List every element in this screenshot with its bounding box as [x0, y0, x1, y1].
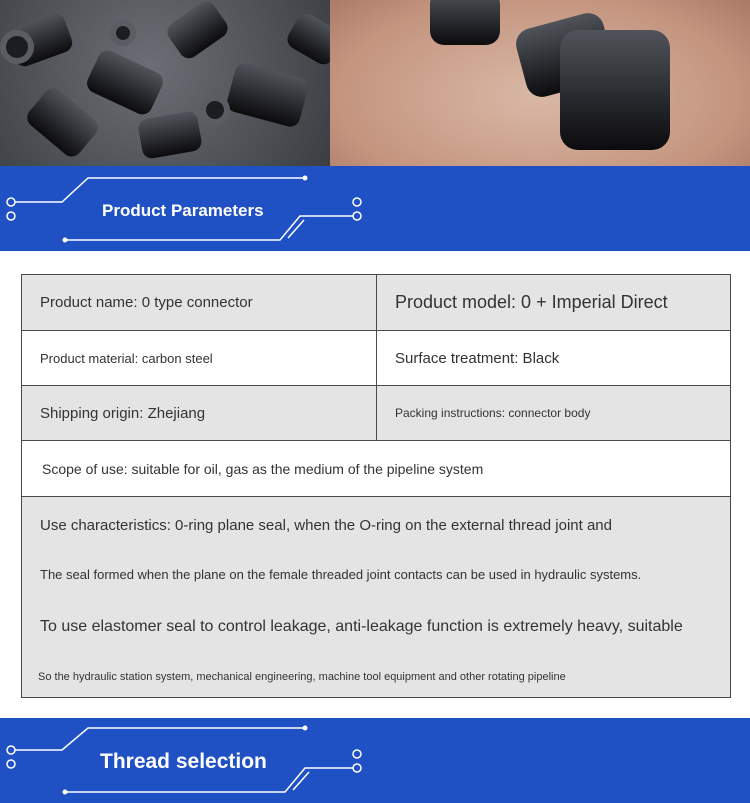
- characteristics-line: The seal formed when the plane on the female threaded joint contacts can be used in hydraulic systems.: [40, 567, 642, 582]
- product-material: Product material: carbon steel: [40, 350, 213, 366]
- table-row: [22, 330, 730, 385]
- product-photo: [0, 0, 750, 166]
- banner-title: Thread selection: [100, 750, 267, 773]
- characteristics-line: To use elastomer seal to control leakage, anti-leakage function is extremely heavy, suitable: [40, 618, 683, 635]
- table-row: [22, 440, 730, 496]
- packing-cell: [376, 386, 730, 440]
- thread-selection-banner: [0, 718, 750, 803]
- characteristics-line: So the hydraulic station system, mechanical engineering, machine tool equipment and other rotating pipeline: [38, 671, 566, 683]
- surface-cell: [376, 331, 730, 385]
- product-model-cell: [376, 275, 730, 330]
- surface-treatment: Surface treatment: Black: [395, 349, 560, 367]
- product-name-cell: [22, 275, 376, 330]
- material-cell: [22, 331, 376, 385]
- characteristics-cell: [22, 497, 730, 697]
- shipping-origin: Shipping origin: Zhejiang: [40, 404, 206, 422]
- packing-instructions: Packing instructions: connector body: [395, 406, 591, 420]
- banner-title: Product Parameters: [102, 201, 264, 220]
- parameters-table: [21, 274, 731, 698]
- origin-cell: [22, 386, 376, 440]
- product-model: Product model: 0 + Imperial Direct: [395, 292, 668, 312]
- characteristics-line: Use characteristics: 0-ring plane seal, when the O-ring on the external thread joint and: [40, 517, 612, 534]
- scope-cell: [22, 441, 730, 496]
- table-row: [22, 275, 730, 330]
- product-name: Product name: 0 type connector: [40, 294, 253, 311]
- product-parameters-banner: [0, 166, 750, 251]
- table-row: [22, 496, 730, 697]
- scope-of-use: Scope of use: suitable for oil, gas as the medium of the pipeline system: [42, 460, 484, 477]
- table-row: [22, 385, 730, 440]
